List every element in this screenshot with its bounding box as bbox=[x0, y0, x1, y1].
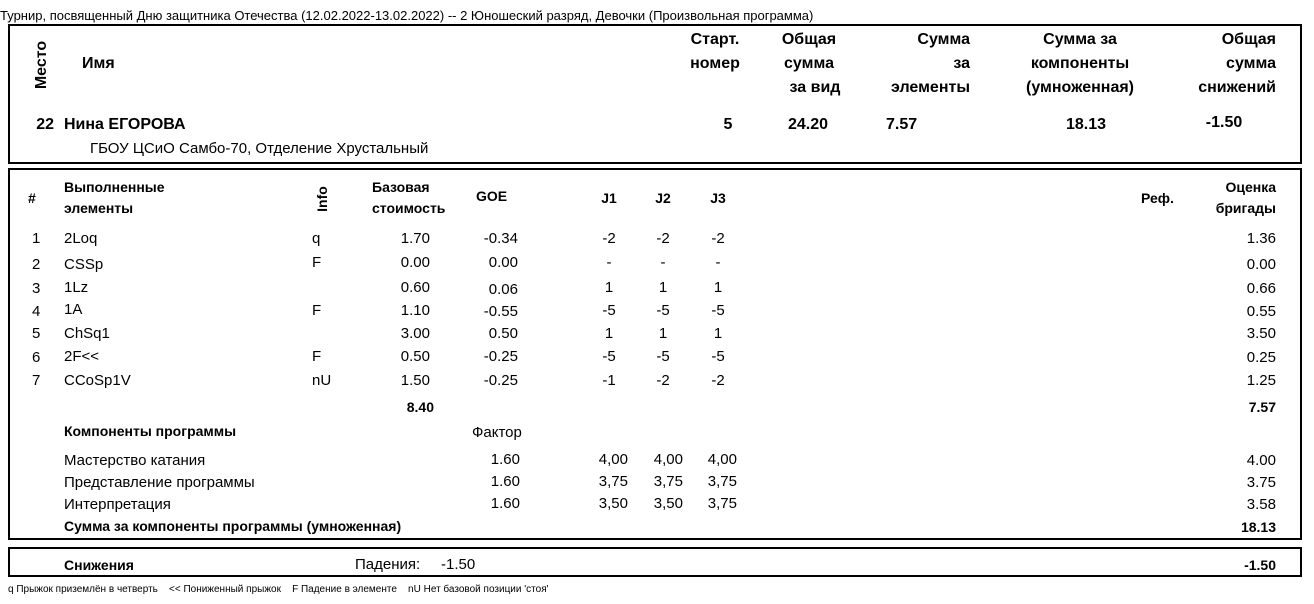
panel-score-header: Оценка бригады bbox=[1215, 179, 1276, 216]
component-name: Интерпретация bbox=[64, 496, 171, 513]
element-name: 2Loq bbox=[64, 230, 98, 247]
element-j1: -2 bbox=[602, 230, 616, 247]
skater-name: Нина ЕГОРОВА bbox=[64, 116, 186, 133]
falls-value: -1.50 bbox=[441, 556, 476, 573]
element-j2: -2 bbox=[656, 372, 670, 389]
element-score: 0.55 bbox=[1246, 303, 1276, 320]
skater-club: ГБОУ ЦСиО Самбо-70, Отделение Хрустальный bbox=[90, 140, 429, 157]
component-factor: 1.60 bbox=[490, 473, 520, 490]
element-base: 0.00 bbox=[400, 254, 430, 271]
element-j2: -2 bbox=[656, 230, 670, 247]
element-goe: 0.50 bbox=[488, 325, 518, 342]
component-j1: 3,50 bbox=[598, 495, 628, 512]
element-name: 2F<< bbox=[64, 348, 100, 365]
component-j2: 3,50 bbox=[653, 495, 683, 512]
element-info: nU bbox=[312, 372, 332, 389]
component-j1: 3,75 bbox=[598, 473, 628, 490]
skater-components-score: 18.13 bbox=[1065, 116, 1107, 133]
element-num: 3 bbox=[32, 280, 41, 297]
component-score: 3.75 bbox=[1246, 474, 1276, 491]
element-info: F bbox=[312, 302, 322, 319]
component-j2: 4,00 bbox=[653, 451, 683, 468]
element-num: 6 bbox=[32, 349, 41, 366]
page-title: Турнир, посвященный Дню защитника Отечества (12.02.2022-13.02.2022) -- 2 Юношеский разряд, Девочки (Произвольная программа) bbox=[0, 8, 814, 23]
total-score-header: Общая сумма за вид bbox=[781, 31, 841, 96]
element-goe: -0.25 bbox=[483, 372, 518, 389]
legend-item: << Пониженный прыжок bbox=[168, 584, 281, 595]
elements-score-total: 7.57 bbox=[1248, 399, 1276, 415]
element-base: 1.10 bbox=[400, 302, 430, 319]
component-name: Представление программы bbox=[64, 474, 255, 491]
component-j3: 3,75 bbox=[707, 473, 737, 490]
start-number-header: Старт. номер bbox=[690, 31, 740, 72]
element-score: 0.25 bbox=[1246, 349, 1276, 366]
component-score: 4.00 bbox=[1246, 452, 1276, 469]
element-score: 1.25 bbox=[1246, 372, 1276, 389]
element-base: 1.50 bbox=[400, 372, 430, 389]
element-j3: 1 bbox=[713, 279, 723, 296]
element-goe: -0.55 bbox=[483, 303, 518, 320]
num-header: # bbox=[28, 190, 36, 206]
info-header: Info bbox=[314, 186, 330, 212]
element-j3: -5 bbox=[711, 348, 725, 365]
element-j3: - bbox=[715, 254, 721, 271]
element-base: 0.50 bbox=[400, 348, 430, 365]
element-score: 1.36 bbox=[1246, 230, 1276, 247]
element-j2: - bbox=[660, 254, 666, 271]
element-name: 1A bbox=[64, 301, 83, 318]
falls-label: Падения: bbox=[355, 556, 421, 573]
element-name: 1Lz bbox=[64, 279, 89, 296]
element-name: ChSq1 bbox=[64, 325, 110, 342]
deductions-header: Общая сумма снижений bbox=[1198, 31, 1276, 96]
legend-item: F Падение в элементе bbox=[292, 584, 397, 595]
component-factor: 1.60 bbox=[490, 495, 520, 512]
component-j1: 4,00 bbox=[598, 451, 628, 468]
referee-header: Реф. bbox=[1141, 190, 1174, 206]
j3-header: J3 bbox=[710, 190, 726, 206]
components-score-header: Сумма за компоненты (умноженная) bbox=[1026, 31, 1134, 96]
element-num: 7 bbox=[32, 372, 41, 389]
element-j1: -1 bbox=[602, 372, 616, 389]
element-score: 0.66 bbox=[1246, 280, 1276, 297]
element-num: 1 bbox=[32, 230, 41, 247]
skater-place: 22 bbox=[36, 116, 54, 133]
deductions-label: Снижения bbox=[64, 557, 134, 573]
element-j1: 1 bbox=[604, 279, 614, 296]
j2-header: J2 bbox=[655, 190, 671, 206]
element-j1: - bbox=[606, 254, 612, 271]
element-info: q bbox=[312, 230, 321, 247]
element-j1: -5 bbox=[602, 348, 616, 365]
element-num: 4 bbox=[32, 303, 41, 320]
element-j3: -5 bbox=[711, 302, 725, 319]
element-name: CSSp bbox=[64, 256, 104, 273]
legend bbox=[8, 584, 549, 595]
element-score: 3.50 bbox=[1246, 325, 1276, 342]
goe-header: GOE bbox=[476, 188, 508, 204]
skater-total-score: 24.20 bbox=[787, 116, 829, 133]
element-score: 0.00 bbox=[1246, 256, 1276, 273]
element-base: 1.70 bbox=[400, 230, 430, 247]
element-j2: -5 bbox=[656, 348, 670, 365]
components-title: Компоненты программы bbox=[64, 423, 237, 439]
legend-item: nU Нет базовой позиции 'стоя' bbox=[408, 584, 549, 595]
component-score: 3.58 bbox=[1246, 496, 1276, 513]
element-j2: 1 bbox=[658, 279, 668, 296]
place-header: Место bbox=[33, 40, 50, 90]
name-header: Имя bbox=[82, 55, 115, 72]
skater-deductions: -1.50 bbox=[1205, 114, 1243, 131]
element-base: 3.00 bbox=[400, 325, 430, 342]
element-num: 5 bbox=[32, 325, 41, 342]
component-name: Мастерство катания bbox=[64, 452, 206, 469]
element-goe: -0.34 bbox=[483, 230, 518, 247]
component-j3: 4,00 bbox=[707, 451, 737, 468]
base-value-header: Базовая стоимость bbox=[372, 179, 446, 216]
component-factor: 1.60 bbox=[490, 451, 520, 468]
factor-header: Фактор bbox=[472, 424, 522, 441]
element-goe: 0.06 bbox=[488, 281, 518, 298]
element-num: 2 bbox=[32, 256, 41, 273]
deductions-box bbox=[8, 547, 1302, 577]
skater-start-number: 5 bbox=[723, 116, 733, 133]
element-goe: -0.25 bbox=[483, 348, 518, 365]
element-goe: 0.00 bbox=[488, 254, 518, 271]
elements-header: Выполненные элементы bbox=[64, 179, 165, 216]
element-j1: 1 bbox=[604, 325, 614, 342]
element-info: F bbox=[312, 348, 322, 365]
element-j3: -2 bbox=[711, 372, 725, 389]
legend-item: q Прыжок приземлён в четверть bbox=[8, 584, 158, 595]
base-value-total: 8.40 bbox=[406, 399, 434, 415]
element-j3: -2 bbox=[711, 230, 725, 247]
element-j1: -5 bbox=[602, 302, 616, 319]
elements-score-header: Сумма за элементы bbox=[891, 31, 970, 96]
element-j2: 1 bbox=[658, 325, 668, 342]
component-j3: 3,75 bbox=[707, 495, 737, 512]
element-j3: 1 bbox=[713, 325, 723, 342]
element-j2: -5 bbox=[656, 302, 670, 319]
components-total: 18.13 bbox=[1240, 519, 1276, 535]
deductions-total: -1.50 bbox=[1244, 557, 1276, 573]
element-info: F bbox=[312, 254, 322, 271]
element-name: CCoSp1V bbox=[64, 372, 131, 389]
j1-header: J1 bbox=[601, 190, 617, 206]
element-base: 0.60 bbox=[400, 279, 430, 296]
components-total-label: Сумма за компоненты программы (умноженная) bbox=[64, 518, 402, 534]
skater-elements-score: 7.57 bbox=[886, 116, 918, 133]
component-j2: 3,75 bbox=[653, 473, 683, 490]
